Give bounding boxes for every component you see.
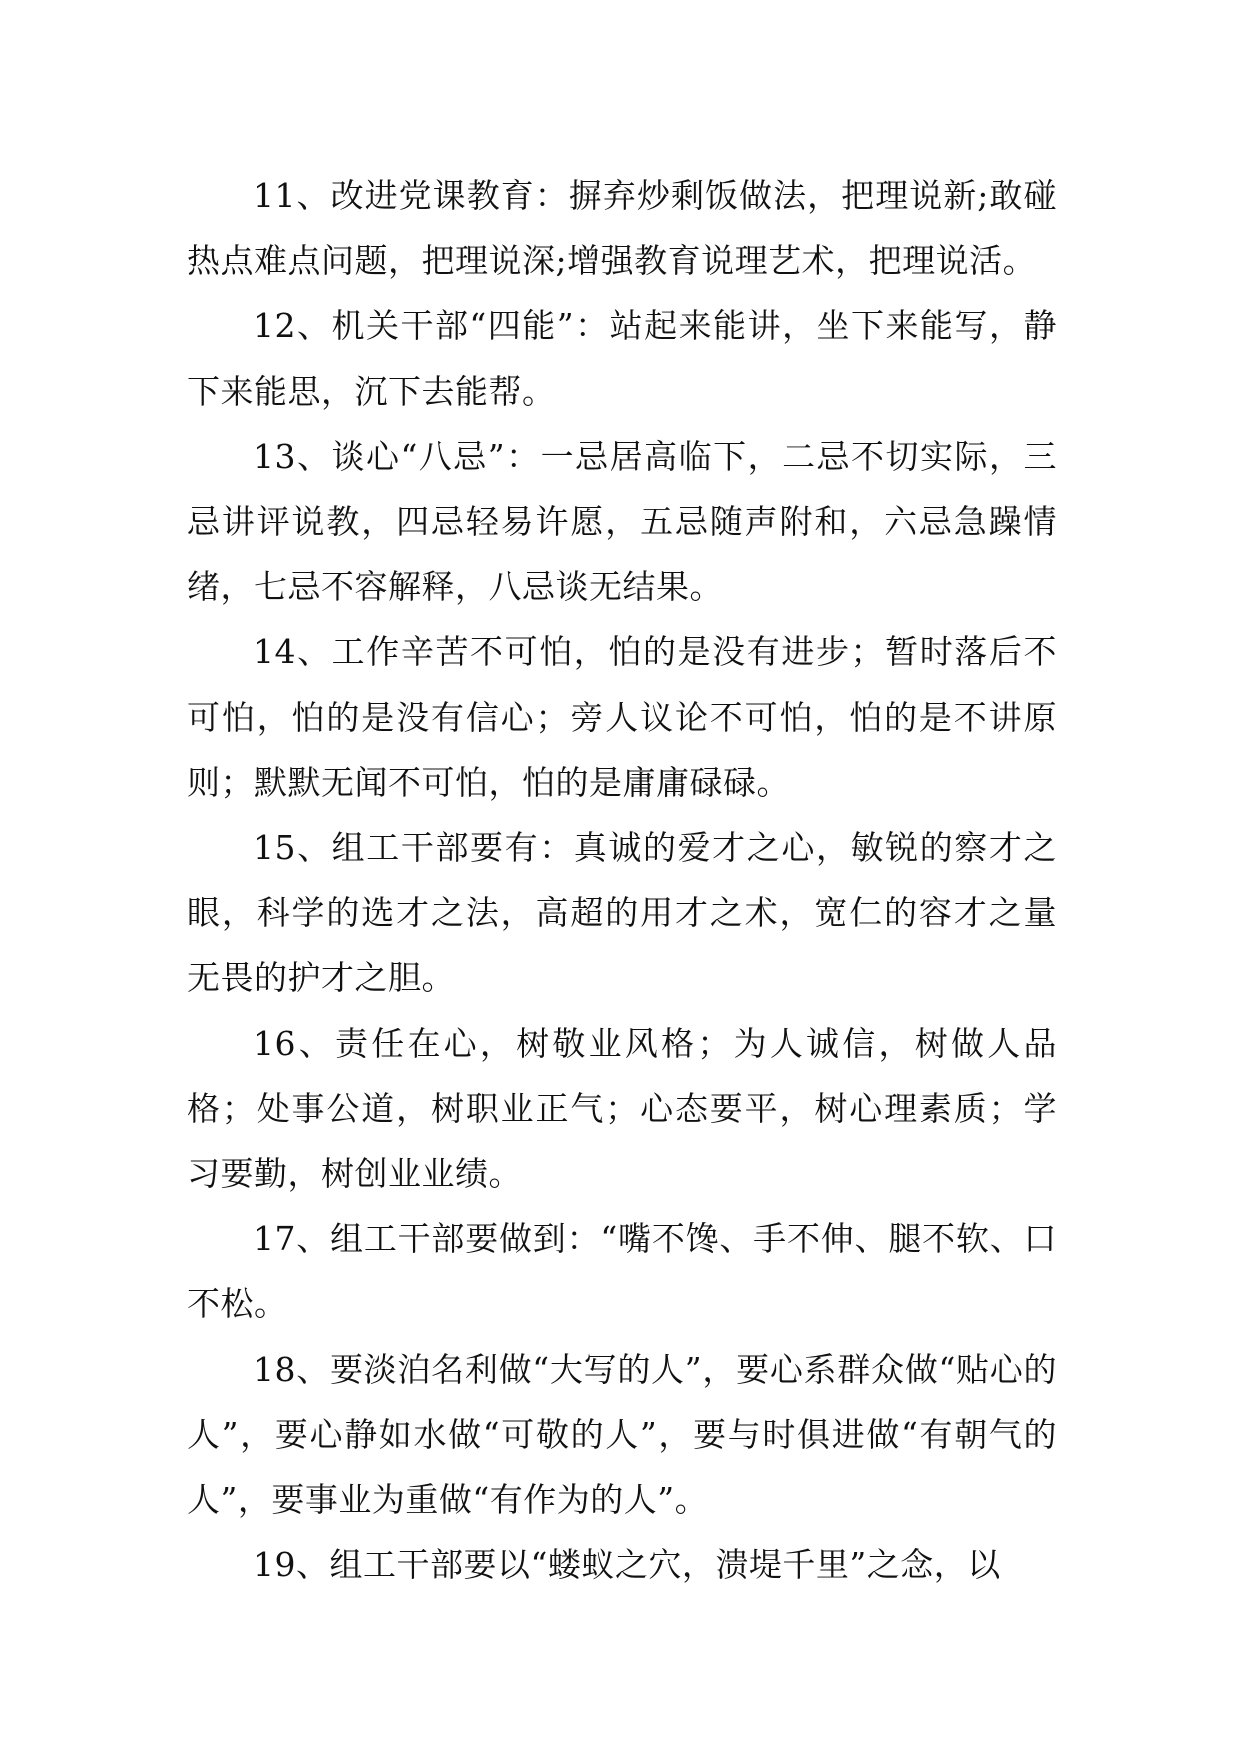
paragraph-item-15: 15、组工干部要有：真诚的爱才之心，敏锐的察才之眼，科学的选才之法，高超的用才之术，宽仁的容才之量无畏的护才之胆。	[187, 828, 1057, 998]
paragraph-item-12: 12、机关干部“四能”：站起来能讲，坐下来能写，静下来能思，沉下去能帮。	[187, 306, 1057, 411]
paragraph-item-16: 16、责任在心，树敬业风格；为人诚信，树做人品格；处事公道，树职业正气；心态要平，树心理素质；学习要勤，树创业业绩。	[187, 1023, 1057, 1194]
paragraph-item-17: 17、组工干部要做到：“嘴不馋、手不伸、腿不软、口不松。	[187, 1219, 1057, 1324]
paragraph-item-18: 18、要淡泊名利做“大写的人”，要心系群众做“贴心的人”，要心静如水做“可敬的人”，要与时俱进做“有朝气的人”，要事业为重做“有作为的人”。	[187, 1349, 1057, 1520]
paragraph-item-14: 14、工作辛苦不可怕，怕的是没有进步；暂时落后不可怕，怕的是没有信心；旁人议论不可怕，怕的是不讲原则；默默无闻不可怕，怕的是庸庸碌碌。	[187, 632, 1057, 802]
document-body	[187, 163, 1057, 1597]
paragraph-item-13: 13、谈心“八忌”：一忌居高临下，二忌不切实际，三忌讲评说教，四忌轻易许愿，五忌随声附和，六忌急躁情绪，七忌不容解释，八忌谈无结果。	[187, 436, 1057, 607]
paragraph-item-11: 11、改进党课教育：摒弃炒剩饭做法，把理说新;敢碰热点难点问题，把理说深;增强教育说理艺术，把理说活。	[187, 176, 1057, 281]
paragraph-item-19: 19、组工干部要以“蝼蚁之穴，溃堤千里”之念，以	[253, 1545, 1001, 1585]
